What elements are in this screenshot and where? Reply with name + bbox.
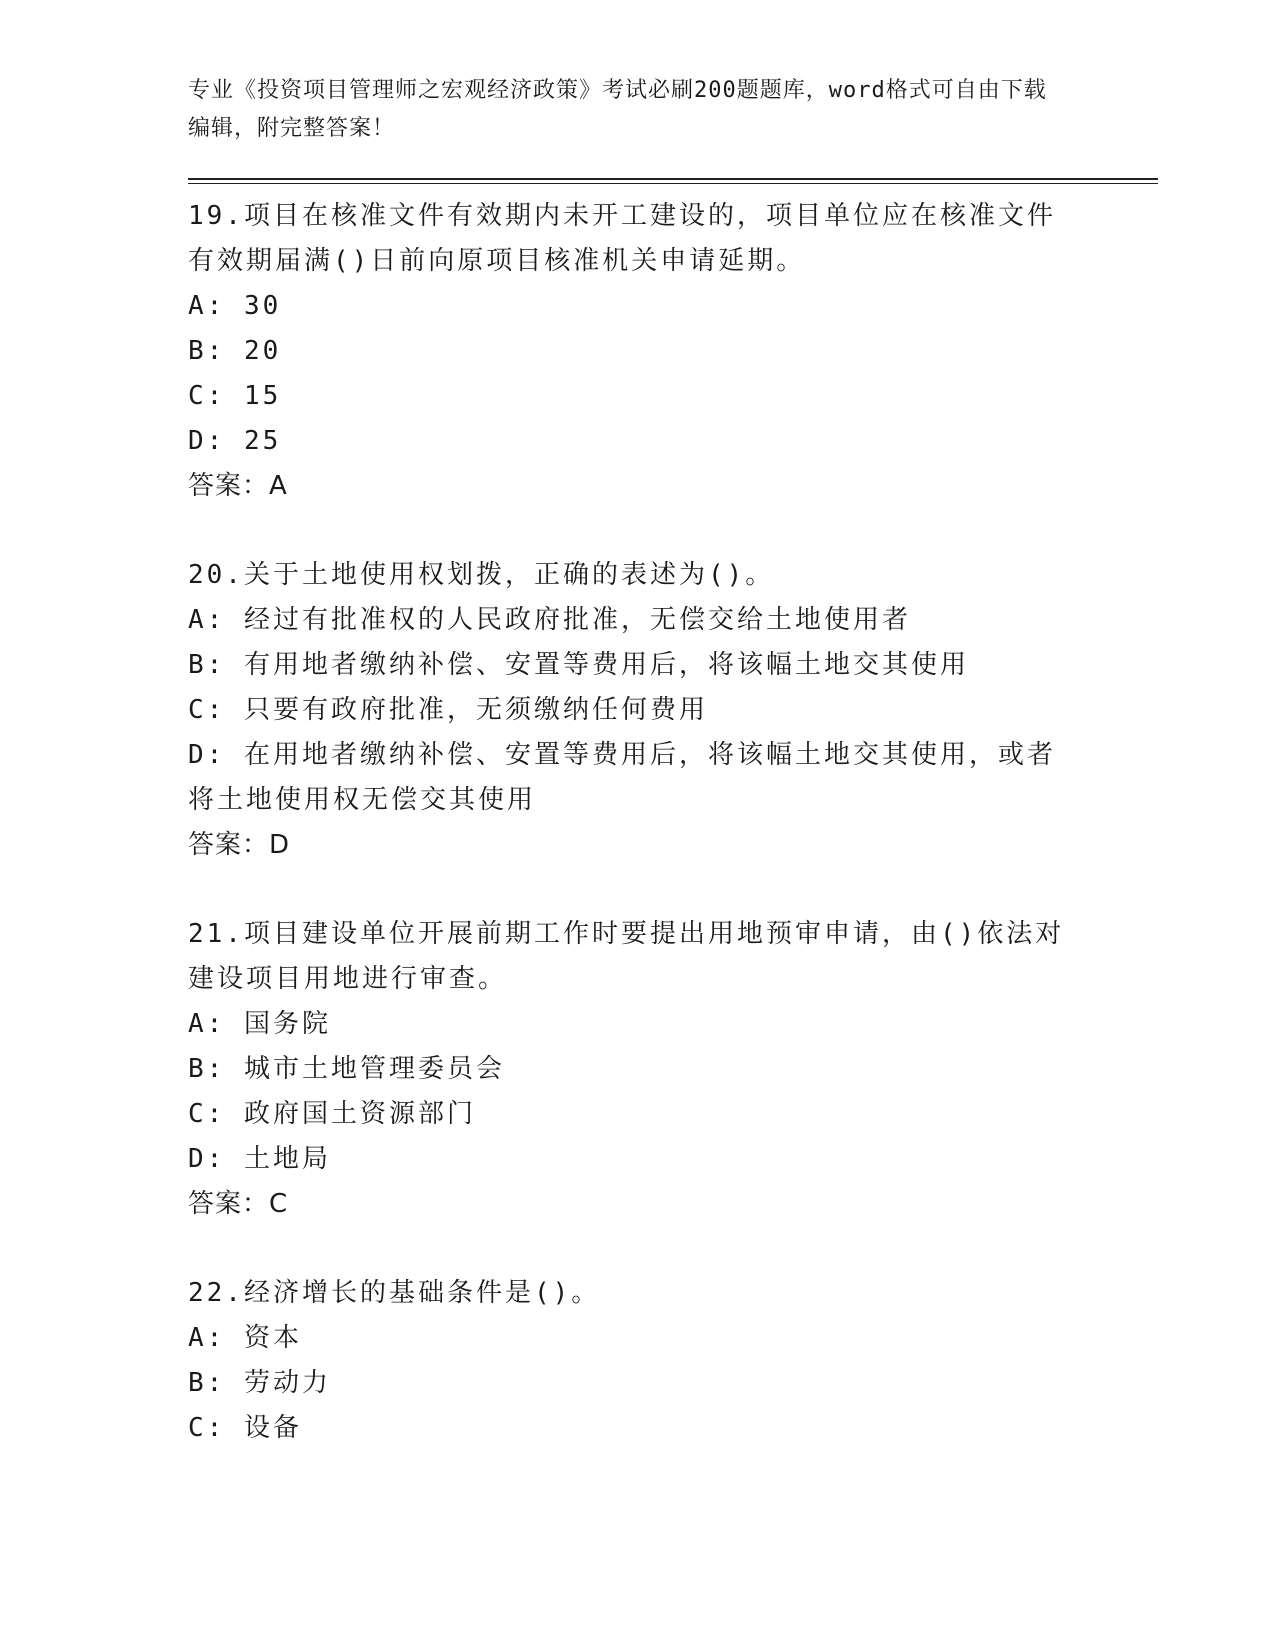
option-b: B: 20 [188,336,282,366]
option-b: B: 城市土地管理委员会 [188,1054,505,1084]
option-a: A: 30 [188,291,282,321]
option-b: B: 劳动力 [188,1368,331,1398]
answer: 答案：C [188,1189,289,1219]
option-a: A: 资本 [188,1323,302,1353]
option-d: D: 土地局 [188,1144,331,1174]
question-21 [188,912,1158,1227]
option-d: D: 25 [188,426,282,456]
question-19 [188,194,1158,509]
document-page [188,72,1158,1451]
document-header: 专业《投资项目管理师之宏观经济政策》考试必刷200题题库，word格式可自由下载编辑，附完整答案！ [188,78,1047,141]
question-stem: 19.项目在核准文件有效期内未开工建设的，项目单位应在核准文件有效期届满()日前向原项目核准机关申请延期。 [188,201,1056,276]
option-c: C: 政府国土资源部门 [188,1099,476,1129]
question-20 [188,553,1158,868]
option-c: C: 只要有政府批准，无须缴纳任何费用 [188,695,708,725]
divider-line-thin [188,183,1158,184]
question-stem: 22.经济增长的基础条件是()。 [188,1278,601,1308]
answer: 答案：A [188,471,288,501]
option-b: B: 有用地者缴纳补偿、安置等费用后，将该幅土地交其使用 [188,650,969,680]
header-divider [188,178,1158,184]
option-c: C: 15 [188,381,282,411]
option-a: A: 国务院 [188,1009,331,1039]
option-a: A: 经过有批准权的人民政府批准，无偿交给土地使用者 [188,605,911,635]
question-22 [188,1271,1158,1451]
answer: 答案：D [188,830,291,860]
question-stem: 21.项目建设单位开展前期工作时要提出用地预审申请，由()依法对建设项目用地进行审查。 [188,919,1065,994]
question-stem: 20.关于土地使用权划拨，正确的表述为()。 [188,560,775,590]
option-c: C: 设备 [188,1413,302,1443]
option-d: D: 在用地者缴纳补偿、安置等费用后，将该幅土地交其使用，或者将土地使用权无偿交其使用 [188,740,1056,815]
